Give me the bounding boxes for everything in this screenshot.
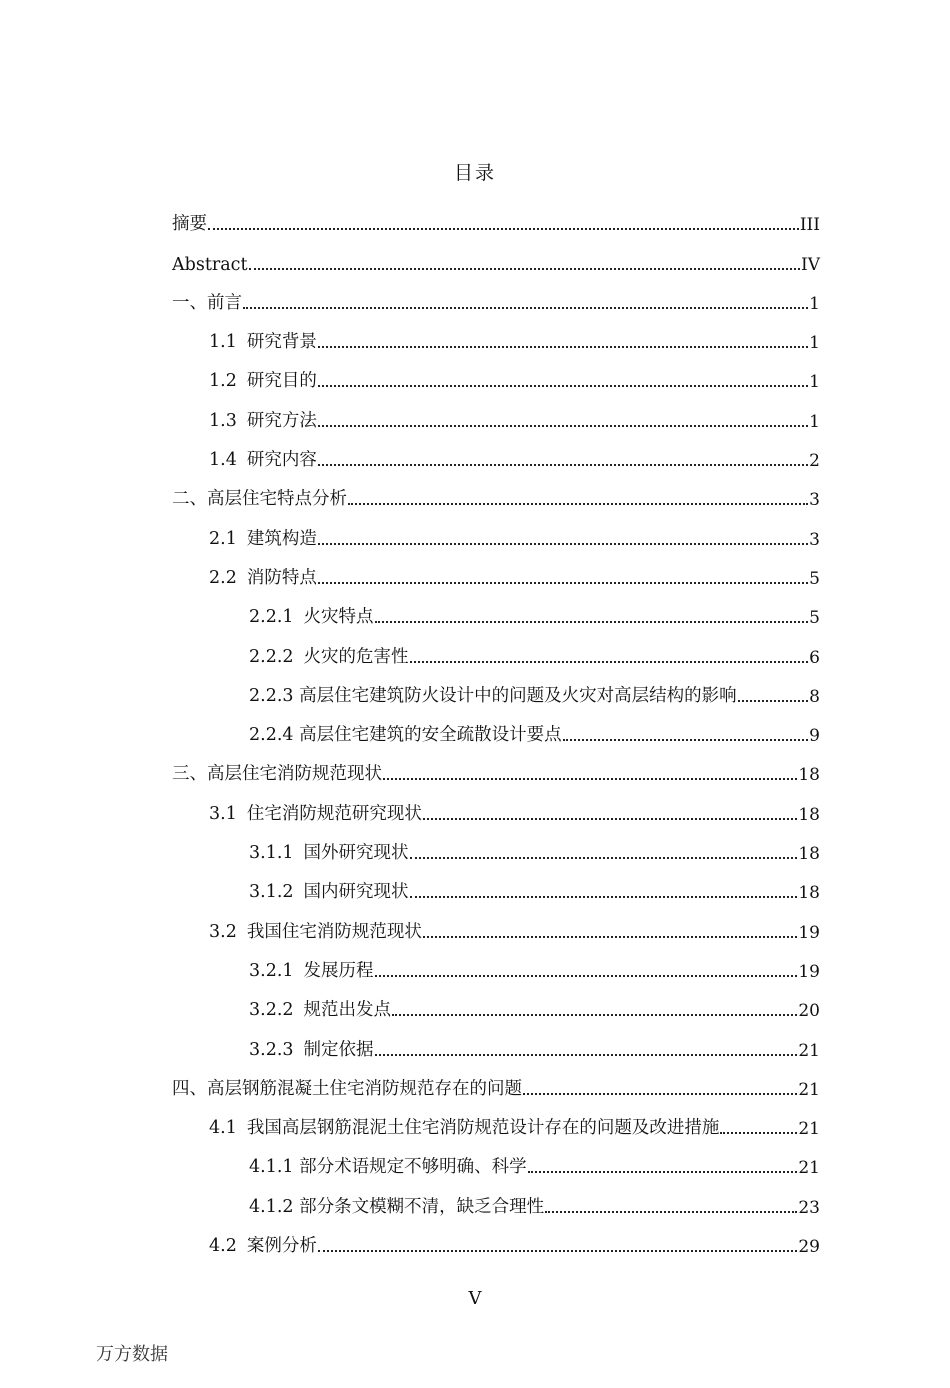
dot-leader bbox=[375, 975, 798, 977]
toc-entry-page: 23 bbox=[798, 1197, 820, 1218]
toc-entry-number: 3.1.1 bbox=[249, 843, 294, 864]
toc-entry-page: 1 bbox=[809, 293, 820, 314]
toc-entry[interactable] bbox=[172, 510, 820, 549]
toc-entry[interactable] bbox=[172, 943, 820, 982]
dot-leader bbox=[392, 1014, 797, 1016]
toc-entry-number: 3.2.1 bbox=[249, 960, 294, 981]
toc-entry-number: 3.2.3 bbox=[249, 1039, 294, 1060]
toc-entry-page: 21 bbox=[798, 1119, 820, 1140]
toc-entry-page: 21 bbox=[798, 1158, 820, 1179]
toc-entry-label bbox=[209, 328, 317, 353]
toc-entry-page: 29 bbox=[798, 1237, 820, 1258]
dot-leader bbox=[738, 700, 809, 702]
toc-entry-page: IV bbox=[801, 254, 820, 275]
toc-entry-label bbox=[249, 643, 409, 668]
toc-entry-text: 研究内容 bbox=[246, 450, 317, 471]
toc-entry-number: 3.1.2 bbox=[249, 882, 294, 903]
toc-entry-page: III bbox=[799, 215, 820, 236]
toc-entry-label bbox=[172, 255, 248, 275]
toc-entry-label bbox=[172, 1075, 522, 1100]
toc-entry-text: 国内研究现状 bbox=[303, 882, 409, 903]
toc-entry-text: 国外研究现状 bbox=[303, 843, 409, 864]
toc-entry-label bbox=[172, 289, 242, 314]
toc-entry-text: 摘要 bbox=[172, 214, 207, 235]
toc-entry-label bbox=[172, 760, 382, 785]
dot-leader bbox=[423, 818, 798, 820]
toc-entry-number: 1.2 bbox=[209, 371, 237, 392]
toc-entry-page: 5 bbox=[809, 568, 820, 589]
toc-entry-page: 2 bbox=[809, 451, 820, 472]
toc-entry[interactable] bbox=[172, 589, 820, 628]
toc-entry-number: 3.1 bbox=[209, 803, 237, 824]
toc-entry[interactable] bbox=[172, 903, 820, 942]
page-number: V bbox=[468, 1288, 482, 1309]
toc-entry-number: 3.2 bbox=[209, 921, 237, 942]
toc-entry-text: 研究方法 bbox=[246, 410, 317, 431]
toc-entry[interactable] bbox=[172, 432, 820, 471]
toc-entry-label bbox=[209, 525, 317, 550]
dot-leader bbox=[318, 385, 808, 387]
toc-entry-text: 二、高层住宅特点分析 bbox=[172, 489, 347, 510]
toc-entry[interactable] bbox=[172, 746, 820, 785]
toc-entry-text: 火灾特点 bbox=[303, 607, 374, 628]
toc-entry-text: 研究目的 bbox=[246, 371, 317, 392]
toc-entry-text: 消防特点 bbox=[246, 567, 317, 588]
toc-entry-label bbox=[172, 485, 347, 510]
toc-entry[interactable] bbox=[172, 864, 820, 903]
toc-entry-text: 四、高层钢筋混凝土住宅消防规范存在的问题 bbox=[172, 1078, 522, 1099]
dot-leader bbox=[318, 425, 808, 427]
dot-leader bbox=[720, 1132, 797, 1134]
toc-entry-label bbox=[209, 407, 317, 432]
toc-entry-number: 2.1 bbox=[209, 528, 237, 549]
toc-entry-text: 建筑构造 bbox=[246, 528, 317, 549]
toc-entry-number: 2.2.1 bbox=[249, 607, 294, 628]
toc-entry-page: 1 bbox=[809, 411, 820, 432]
toc-entry[interactable] bbox=[172, 550, 820, 589]
toc-entry-page: 1 bbox=[809, 372, 820, 393]
toc-entry-text: 规范出发点 bbox=[303, 1000, 392, 1021]
toc-entry-label bbox=[209, 1232, 317, 1257]
toc-entry-page: 21 bbox=[798, 1079, 820, 1100]
dot-leader bbox=[410, 857, 798, 859]
toc-entry[interactable] bbox=[172, 235, 820, 274]
toc-entry-page: 21 bbox=[798, 1040, 820, 1061]
dot-leader bbox=[318, 1250, 798, 1252]
toc-entry-text: 制定依据 bbox=[303, 1039, 374, 1060]
dot-leader bbox=[523, 1093, 797, 1095]
toc-entry[interactable] bbox=[172, 1021, 820, 1060]
toc-entry-label bbox=[249, 1036, 374, 1061]
dot-leader bbox=[318, 543, 808, 545]
toc-entry-page: 6 bbox=[809, 647, 820, 668]
toc-entry-text: 4.1.2 部分条文模糊不清，缺乏合理性 bbox=[249, 1196, 545, 1217]
toc-entry[interactable] bbox=[172, 668, 820, 707]
page-title: 目录 bbox=[453, 162, 496, 184]
toc-entry-label bbox=[209, 446, 317, 471]
toc-entry-page: 18 bbox=[798, 883, 820, 904]
toc-entry-number: 1.1 bbox=[209, 332, 237, 353]
toc-entry[interactable] bbox=[172, 1061, 820, 1100]
dot-leader bbox=[249, 268, 801, 270]
dot-leader bbox=[528, 1171, 798, 1173]
toc-entry-label bbox=[249, 603, 374, 628]
toc-entry-page: 8 bbox=[809, 686, 820, 707]
toc-entry-label bbox=[209, 800, 422, 825]
toc-entry-label bbox=[249, 957, 374, 982]
toc-entry-page: 20 bbox=[798, 1001, 820, 1022]
toc-entry-number: 4.2 bbox=[209, 1236, 237, 1257]
toc-entry-page: 9 bbox=[809, 726, 820, 747]
table-of-contents bbox=[172, 196, 820, 1257]
toc-entry-text: 案例分析 bbox=[246, 1236, 317, 1257]
toc-entry[interactable] bbox=[172, 314, 820, 353]
toc-entry-label bbox=[249, 878, 409, 903]
toc-entry-text: 我国高层钢筋混泥土住宅消防规范设计存在的问题及改进措施 bbox=[246, 1118, 720, 1139]
toc-entry[interactable] bbox=[172, 1100, 820, 1139]
dot-leader bbox=[375, 1054, 798, 1056]
toc-entry-text: 发展历程 bbox=[303, 960, 374, 981]
dot-leader bbox=[208, 228, 799, 230]
toc-entry[interactable] bbox=[172, 392, 820, 431]
toc-entry-label bbox=[249, 996, 391, 1021]
toc-entry[interactable] bbox=[172, 275, 820, 314]
toc-entry-page: 18 bbox=[798, 765, 820, 786]
toc-entry-text: 一、前言 bbox=[172, 292, 242, 313]
toc-entry-text: 我国住宅消防规范现状 bbox=[246, 921, 422, 942]
toc-entry-number: 1.4 bbox=[209, 450, 237, 471]
toc-entry[interactable] bbox=[172, 471, 820, 510]
toc-entry[interactable] bbox=[172, 785, 820, 824]
toc-entry[interactable] bbox=[172, 628, 820, 667]
toc-entry-number: 2.2.2 bbox=[249, 646, 294, 667]
dot-leader bbox=[423, 936, 798, 938]
dot-leader bbox=[545, 1211, 797, 1213]
toc-entry[interactable] bbox=[172, 1178, 820, 1217]
toc-entry-label bbox=[172, 210, 207, 235]
toc-entry-text: 火灾的危害性 bbox=[303, 646, 409, 667]
toc-entry-page: 1 bbox=[809, 333, 820, 354]
toc-entry-page: 3 bbox=[809, 490, 820, 511]
toc-entry-page: 18 bbox=[798, 844, 820, 865]
toc-entry-number: 1.3 bbox=[209, 410, 237, 431]
toc-entry[interactable] bbox=[172, 1218, 820, 1257]
toc-entry-label bbox=[209, 367, 317, 392]
toc-entry-number: 4.1 bbox=[209, 1118, 237, 1139]
toc-entry-page: 19 bbox=[798, 922, 820, 943]
toc-entry-label bbox=[249, 1153, 527, 1178]
toc-entry-number: 2.2 bbox=[209, 567, 237, 588]
toc-entry-text: 住宅消防规范研究现状 bbox=[246, 803, 422, 824]
dot-leader bbox=[410, 896, 798, 898]
toc-entry-label bbox=[249, 682, 737, 707]
toc-entry-label bbox=[209, 564, 317, 589]
toc-entry[interactable] bbox=[172, 982, 820, 1021]
dot-leader bbox=[318, 582, 808, 584]
toc-entry-text: Abstract bbox=[172, 254, 248, 275]
toc-entry-text: 4.1.1 部分术语规定不够明确、科学 bbox=[249, 1157, 527, 1178]
toc-entry[interactable] bbox=[172, 825, 820, 864]
toc-entry-label bbox=[249, 839, 409, 864]
toc-entry-text: 研究背景 bbox=[246, 332, 317, 353]
toc-entry-number: 3.2.2 bbox=[249, 1000, 294, 1021]
toc-entry[interactable] bbox=[172, 353, 820, 392]
toc-entry-text: 2.2.4 高层住宅建筑的安全疏散设计要点 bbox=[249, 725, 562, 746]
toc-entry-label bbox=[209, 918, 422, 943]
toc-entry-page: 19 bbox=[798, 961, 820, 982]
dot-leader bbox=[243, 307, 808, 309]
toc-entry-label bbox=[249, 1193, 544, 1218]
dot-leader bbox=[410, 661, 809, 663]
toc-entry-text: 2.2.3 高层住宅建筑防火设计中的问题及火灾对高层结构的影响 bbox=[249, 685, 737, 706]
toc-entry-label bbox=[209, 1114, 719, 1139]
dot-leader bbox=[318, 464, 808, 466]
toc-entry-text: 三、高层住宅消防规范现状 bbox=[172, 764, 382, 785]
toc-entry-page: 3 bbox=[809, 529, 820, 550]
dot-leader bbox=[318, 346, 808, 348]
toc-entry[interactable] bbox=[172, 196, 820, 235]
toc-entry[interactable] bbox=[172, 707, 820, 746]
toc-entry-page: 5 bbox=[809, 608, 820, 629]
toc-entry[interactable] bbox=[172, 1139, 820, 1178]
watermark: 万方数据 bbox=[96, 1344, 168, 1365]
dot-leader bbox=[563, 739, 809, 741]
toc-entry-label bbox=[249, 721, 562, 746]
toc-entry-page: 18 bbox=[798, 804, 820, 825]
dot-leader bbox=[383, 778, 797, 780]
dot-leader bbox=[375, 621, 809, 623]
dot-leader bbox=[348, 503, 808, 505]
